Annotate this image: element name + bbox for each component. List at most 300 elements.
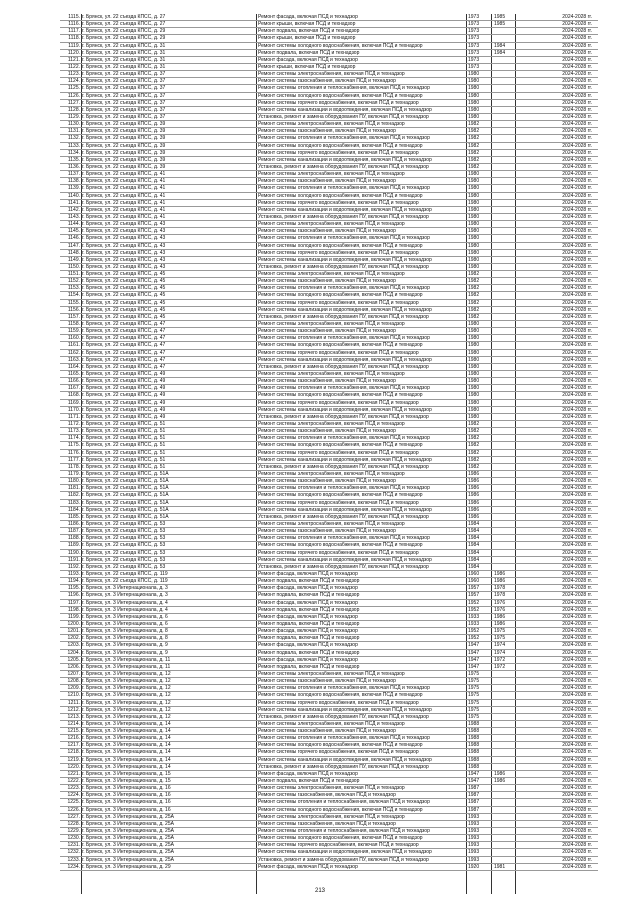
row-address: г. Брянск, ул. 3 Интернационала, д. 14 — [82, 735, 171, 742]
row-work-type: Ремонт системы канализации и водоотведения, включая ПСД и технадзор — [258, 849, 432, 856]
row-number: 1153. — [67, 285, 80, 292]
table-row — [60, 664, 598, 671]
row-number: 1150. — [67, 263, 80, 270]
row-number: 1234. — [67, 863, 80, 870]
table-row — [60, 271, 598, 278]
row-number: 1227. — [67, 813, 80, 820]
row-work-type: Ремонт подвала, включая ПСД и технадзор — [258, 606, 360, 613]
table-row — [60, 193, 598, 200]
row-work-type: Установка, ремонт и замена оборудования ПУ, включая ПСД и технадзор — [258, 463, 429, 470]
row-work-type: Ремонт фасада, включая ПСД и технадзор — [258, 585, 358, 592]
row-address: г. Брянск, ул. 3 Интернационала, д. 16 — [82, 785, 171, 792]
row-year-built: 1980 — [468, 178, 480, 185]
row-number: 1135. — [67, 156, 80, 163]
row-address: г. Брянск, ул. 22 съезда КПСС, д. 37 — [82, 92, 166, 99]
row-year-built: 1980 — [468, 78, 480, 85]
row-address: г. Брянск, ул. 3 Интернационала, д. 25А — [82, 835, 174, 842]
row-number: 1116. — [68, 21, 80, 28]
row-number: 1154. — [67, 292, 80, 299]
row-address: г. Брянск, ул. 3 Интернационала, д. 3 — [82, 585, 168, 592]
row-year-built: 1980 — [468, 171, 480, 178]
row-year-built: 1980 — [468, 406, 480, 413]
row-number: 1161. — [67, 342, 80, 349]
row-number: 1226. — [67, 806, 80, 813]
row-year-built: 1980 — [468, 328, 480, 335]
row-number: 1159. — [67, 328, 80, 335]
row-address: г. Брянск, ул. 3 Интернационала, д. 12 — [82, 678, 171, 685]
row-number: 1141. — [67, 199, 80, 206]
row-number: 1138. — [67, 178, 80, 185]
row-year-built: 1975 — [468, 713, 480, 720]
row-address: г. Брянск, ул. 22 съезда КПСС, д. 47 — [82, 335, 166, 342]
row-year-built: 1933 — [468, 613, 480, 620]
row-year-built: 1982 — [468, 313, 480, 320]
row-period: 2024-2028 гг. — [562, 28, 592, 35]
table-row — [60, 64, 598, 71]
row-work-type: Ремонт системы холодного водоснабжения, включая ПСД и технадзор — [258, 442, 423, 449]
row-period: 2024-2028 гг. — [562, 749, 592, 756]
row-number: 1215. — [67, 728, 80, 735]
row-number: 1211. — [67, 699, 80, 706]
row-period: 2024-2028 гг. — [562, 306, 592, 313]
row-year-repair: 1972 — [494, 656, 506, 663]
row-number: 1181. — [67, 485, 80, 492]
row-year-built: 1980 — [468, 356, 480, 363]
row-period: 2024-2028 гг. — [562, 835, 592, 842]
row-period: 2024-2028 гг. — [562, 149, 592, 156]
row-address: г. Брянск, ул. 3 Интернационала, д. 14 — [82, 728, 171, 735]
row-address: г. Брянск, ул. 3 Интернационала, д. 4 — [82, 606, 168, 613]
row-period: 2024-2028 гг. — [562, 592, 592, 599]
row-period: 2024-2028 гг. — [562, 371, 592, 378]
table-row — [60, 799, 598, 806]
row-year-repair: 1976 — [494, 599, 506, 606]
row-address: г. Брянск, ул. 22 съезда КПСС, д. 49 — [82, 413, 166, 420]
row-address: г. Брянск, ул. 22 съезда КПСС, д. 53 — [82, 542, 166, 549]
row-address: г. Брянск, ул. 22 съезда КПСС, д. 41 — [82, 185, 166, 192]
row-period: 2024-2028 гг. — [562, 449, 592, 456]
row-address: г. Брянск, ул. 22 съезда КПСС, д. 27 — [82, 21, 166, 28]
row-work-type: Ремонт системы канализации и водоотведения, включая ПСД и технадзор — [258, 356, 432, 363]
row-address: г. Брянск, ул. 22 съезда КПСС, д. 51А — [82, 478, 169, 485]
row-year-built: 1975 — [468, 699, 480, 706]
row-year-built: 1988 — [468, 763, 480, 770]
row-number: 1225. — [67, 799, 80, 806]
row-address: г. Брянск, ул. 22 съезда КПСС, д. 53 — [82, 528, 166, 535]
table-row — [60, 621, 598, 628]
row-work-type: Ремонт системы газоснабжения, включая ПСД и технадзор — [258, 328, 396, 335]
row-number: 1130. — [67, 121, 80, 128]
row-period: 2024-2028 гг. — [562, 421, 592, 428]
row-work-type: Ремонт фасада, включая ПСД и технадзор — [258, 613, 358, 620]
row-year-built: 1980 — [468, 335, 480, 342]
table-row — [60, 700, 598, 707]
row-address: г. Брянск, ул. 22 съезда КПСС, д. 45 — [82, 299, 166, 306]
row-work-type: Ремонт системы холодного водоснабжения, включая ПСД и технадзор — [258, 692, 423, 699]
row-year-built: 1984 — [468, 542, 480, 549]
table-row — [60, 407, 598, 414]
row-number: 1118. — [68, 35, 80, 42]
row-number: 1145. — [67, 228, 80, 235]
row-number: 1210. — [67, 692, 80, 699]
row-year-built: 1973 — [468, 56, 480, 63]
row-work-type: Ремонт системы отопления и теплоснабжения, включая ПСД и технадзор — [258, 685, 430, 692]
row-period: 2024-2028 гг. — [562, 663, 592, 670]
row-number: 1124. — [67, 78, 80, 85]
row-year-built: 1993 — [468, 828, 480, 835]
table-row — [60, 692, 598, 699]
row-address: г. Брянск, ул. 3 Интернационала, д. 14 — [82, 742, 171, 749]
row-address: г. Брянск, ул. 3 Интернационала, д. 16 — [82, 806, 171, 813]
row-period: 2024-2028 гг. — [562, 699, 592, 706]
table-row — [60, 321, 598, 328]
row-year-built: 1980 — [468, 392, 480, 399]
row-period: 2024-2028 гг. — [562, 85, 592, 92]
row-period: 2024-2028 гг. — [562, 263, 592, 270]
row-work-type: Ремонт фасада, включая ПСД и технадзор — [258, 770, 358, 777]
row-year-built: 1973 — [468, 14, 480, 20]
table-row — [60, 771, 598, 778]
row-number: 1188. — [67, 535, 80, 542]
row-number: 1197. — [67, 599, 80, 606]
row-year-built: 1952 — [468, 628, 480, 635]
row-work-type: Установка, ремонт и замена оборудования ПУ, включая ПСД и технадзор — [258, 856, 429, 863]
row-period: 2024-2028 гг. — [562, 513, 592, 520]
table-row — [60, 378, 598, 385]
table-row — [60, 471, 598, 478]
row-work-type: Ремонт фасада, включая ПСД и технадзор — [258, 628, 358, 635]
row-work-type: Ремонт подвала, включая ПСД и технадзор — [258, 49, 360, 56]
row-address: г. Брянск, ул. 22 съезда КПСС, д. 39 — [82, 149, 166, 156]
row-work-type: Ремонт системы отопления и теплоснабжения, включая ПСД и технадзор — [258, 185, 430, 192]
row-period: 2024-2028 гг. — [562, 192, 592, 199]
row-address: г. Брянск, ул. 3 Интернационала, д. 14 — [82, 749, 171, 756]
row-address: г. Брянск, ул. 22 съезда КПСС, д. 43 — [82, 228, 166, 235]
row-address: г. Брянск, ул. 22 съезда КПСС, д. 39 — [82, 121, 166, 128]
row-number: 1200. — [67, 620, 80, 627]
row-work-type: Ремонт системы электроснабжения, включая ПСД и технадзор — [258, 670, 405, 677]
row-number: 1162. — [67, 349, 80, 356]
table-row — [60, 114, 598, 121]
row-work-type: Ремонт системы газоснабжения, включая ПСД и технадзор — [258, 228, 396, 235]
row-number: 1222. — [67, 778, 80, 785]
table-row — [60, 207, 598, 214]
row-work-type: Ремонт фасада, включая ПСД и технадзор — [258, 14, 358, 20]
row-year-built: 1952 — [468, 606, 480, 613]
row-number: 1193. — [67, 570, 80, 577]
row-year-built: 1982 — [468, 121, 480, 128]
table-row — [60, 171, 598, 178]
table-row — [60, 243, 598, 250]
row-work-type: Ремонт системы электроснабжения, включая ПСД и технадзор — [258, 421, 405, 428]
row-year-built: 1973 — [468, 28, 480, 35]
row-period: 2024-2028 гг. — [562, 713, 592, 720]
row-work-type: Ремонт системы отопления и теплоснабжения, включая ПСД и технадзор — [258, 385, 430, 392]
row-period: 2024-2028 гг. — [562, 770, 592, 777]
table-row — [60, 535, 598, 542]
table-row — [60, 792, 598, 799]
row-number: 1220. — [67, 763, 80, 770]
table-row — [60, 785, 598, 792]
row-period: 2024-2028 гг. — [562, 863, 592, 870]
row-number: 1214. — [67, 720, 80, 727]
row-period: 2024-2028 гг. — [562, 392, 592, 399]
row-work-type: Ремонт системы холодного водоснабжения, включая ПСД и технадзор — [258, 342, 423, 349]
row-year-built: 1993 — [468, 813, 480, 820]
table-row — [60, 678, 598, 685]
row-year-built: 1957 — [468, 585, 480, 592]
row-year-built: 1947 — [468, 642, 480, 649]
row-year-built: 1982 — [468, 285, 480, 292]
row-year-built: 1986 — [468, 471, 480, 477]
row-period: 2024-2028 гг. — [562, 735, 592, 742]
table-row — [60, 135, 598, 142]
row-address: г. Брянск, ул. 22 съезда КПСС, д. 43 — [82, 256, 166, 263]
row-work-type: Ремонт системы электроснабжения, включая ПСД и технадзор — [258, 71, 405, 78]
table-row — [60, 28, 598, 35]
row-period: 2024-2028 гг. — [562, 456, 592, 463]
page-number: 213 — [314, 888, 325, 894]
row-address: г. Брянск, ул. 22 съезда КПСС, д. 39 — [82, 128, 166, 135]
row-period: 2024-2028 гг. — [562, 121, 592, 128]
row-year-repair: 1986 — [494, 778, 506, 785]
row-year-built: 1982 — [468, 442, 480, 449]
row-address: г. Брянск, ул. 3 Интернационала, д. 14 — [82, 763, 171, 770]
row-work-type: Ремонт системы электроснабжения, включая ПСД и технадзор — [258, 520, 405, 527]
row-period: 2024-2028 гг. — [562, 21, 592, 28]
row-year-built: 1993 — [468, 849, 480, 856]
row-year-built: 1960 — [468, 578, 480, 585]
row-number: 1167. — [67, 385, 80, 392]
row-work-type: Ремонт системы газоснабжения, включая ПСД и технадзор — [258, 678, 396, 685]
row-number: 1208. — [67, 678, 80, 685]
table-row — [60, 478, 598, 485]
table-row — [60, 614, 598, 621]
row-year-built: 1980 — [468, 99, 480, 106]
row-work-type: Ремонт системы горячего водоснабжения, включая ПСД и технадзор — [258, 299, 419, 306]
table-row — [60, 485, 598, 492]
row-number: 1219. — [67, 756, 80, 763]
row-address: г. Брянск, ул. 22 съезда КПСС, д. 47 — [82, 342, 166, 349]
row-number: 1221. — [67, 770, 80, 777]
row-work-type: Ремонт подвала, включая ПСД и технадзор — [258, 28, 360, 35]
row-number: 1180. — [67, 478, 80, 485]
row-year-built: 1993 — [468, 842, 480, 849]
row-year-built: 1933 — [468, 620, 480, 627]
table-row — [60, 657, 598, 664]
row-year-built: 1986 — [468, 499, 480, 506]
table-row — [60, 357, 598, 364]
row-year-built: 1987 — [468, 806, 480, 813]
row-address: г. Брянск, ул. 22 съезда КПСС, д. 37 — [82, 78, 166, 85]
row-address: г. Брянск, ул. 3 Интернационала, д. 15 — [82, 770, 171, 777]
row-address: г. Брянск, ул. 22 съезда КПСС, д. 51А — [82, 506, 169, 513]
row-number: 1206. — [67, 663, 80, 670]
row-work-type: Ремонт системы горячего водоснабжения, включая ПСД и технадзор — [258, 249, 419, 256]
row-address: г. Брянск, ул. 22 съезда КПСС, д. 49 — [82, 406, 166, 413]
row-address: г. Брянск, ул. 22 съезда КПСС, д. 31 — [82, 56, 166, 63]
table-row — [60, 128, 598, 135]
table-row — [60, 78, 598, 85]
table-row — [60, 214, 598, 221]
row-work-type: Ремонт системы газоснабжения, включая ПСД и технадзор — [258, 428, 396, 435]
row-work-type: Ремонт подвала, включая ПСД и технадзор — [258, 620, 360, 627]
row-year-built: 1988 — [468, 735, 480, 742]
row-work-type: Ремонт подвала, включая ПСД и технадзор — [258, 578, 360, 585]
row-year-built: 1980 — [468, 249, 480, 256]
row-number: 1156. — [67, 306, 80, 313]
table-row — [60, 350, 598, 357]
table-row — [60, 314, 598, 321]
row-address: г. Брянск, ул. 22 съезда КПСС, д. 29 — [82, 28, 166, 35]
row-period: 2024-2028 гг. — [562, 706, 592, 713]
row-year-built: 1986 — [468, 485, 480, 492]
row-work-type: Ремонт подвала, включая ПСД и технадзор — [258, 663, 360, 670]
register-table — [60, 14, 598, 871]
row-period: 2024-2028 гг. — [562, 385, 592, 392]
row-year-built: 1947 — [468, 656, 480, 663]
row-year-built: 1982 — [468, 271, 480, 278]
table-row — [60, 757, 598, 764]
row-period: 2024-2028 гг. — [562, 156, 592, 163]
row-year-built: 1980 — [468, 263, 480, 270]
row-address: г. Брянск, ул. 3 Интернационала, д. 4 — [82, 599, 168, 606]
row-year-built: 1947 — [468, 649, 480, 656]
row-address: г. Брянск, ул. 22 съезда КПСС, д. 51 — [82, 449, 166, 456]
row-period: 2024-2028 гг. — [562, 342, 592, 349]
row-address: г. Брянск, ул. 22 съезда КПСС, д. 51А — [82, 485, 169, 492]
row-year-repair: 1975 — [494, 628, 506, 635]
table-row — [60, 828, 598, 835]
row-address: г. Брянск, ул. 22 съезда КПСС, д. 51А — [82, 513, 169, 520]
row-number: 1173. — [67, 428, 80, 435]
row-year-built: 1982 — [468, 428, 480, 435]
table-row — [60, 107, 598, 114]
row-year-built: 1980 — [468, 321, 480, 328]
row-number: 1192. — [67, 563, 80, 570]
row-year-built: 1993 — [468, 856, 480, 863]
row-year-built: 1982 — [468, 128, 480, 135]
row-year-built: 1988 — [468, 720, 480, 727]
row-work-type: Ремонт системы холодного водоснабжения, включая ПСД и технадзор — [258, 835, 423, 842]
row-period: 2024-2028 гг. — [562, 528, 592, 535]
row-year-built: 1973 — [468, 49, 480, 56]
row-work-type: Ремонт системы отопления и теплоснабжения, включая ПСД и технадзор — [258, 85, 430, 92]
table-row — [60, 864, 598, 871]
row-period: 2024-2028 гг. — [562, 549, 592, 556]
row-address: г. Брянск, ул. 3 Интернационала, д. 6 — [82, 620, 168, 627]
row-work-type: Ремонт системы холодного водоснабжения, включая ПСД и технадзор — [258, 806, 423, 813]
row-number: 1166. — [67, 378, 80, 385]
row-period: 2024-2028 гг. — [562, 778, 592, 785]
row-year-built: 1982 — [468, 292, 480, 299]
row-period: 2024-2028 гг. — [562, 249, 592, 256]
row-year-built: 1947 — [468, 663, 480, 670]
row-work-type: Ремонт фасада, включая ПСД и технадзор — [258, 642, 358, 649]
row-number: 1223. — [67, 785, 80, 792]
row-address: г. Брянск, ул. 3 Интернационала, д. 8 — [82, 628, 168, 635]
row-address: г. Брянск, ул. 3 Интернационала, д. 25А — [82, 828, 174, 835]
row-address: г. Брянск, ул. 22 съезда КПСС, д. 45 — [82, 313, 166, 320]
row-address: г. Брянск, ул. 22 съезда КПСС, д. 51 — [82, 456, 166, 463]
row-year-built: 1960 — [468, 570, 480, 577]
row-work-type: Ремонт системы канализации и водоотведения, включая ПСД и технадзор — [258, 556, 432, 563]
row-address: г. Брянск, ул. 22 съезда КПСС, д. 37 — [82, 99, 166, 106]
row-number: 1121. — [67, 56, 80, 63]
row-address: г. Брянск, ул. 3 Интернационала, д. 14 — [82, 720, 171, 727]
row-work-type: Ремонт системы отопления и теплоснабжения, включая ПСД и технадзор — [258, 828, 430, 835]
row-number: 1170. — [67, 406, 80, 413]
row-work-type: Ремонт системы горячего водоснабжения, включая ПСД и технадзор — [258, 449, 419, 456]
table-row — [60, 492, 598, 499]
table-row — [60, 335, 598, 342]
row-year-built: 1988 — [468, 728, 480, 735]
row-work-type: Ремонт системы горячего водоснабжения, включая ПСД и технадзор — [258, 349, 419, 356]
row-address: г. Брянск, ул. 22 съезда КПСС, д. 49 — [82, 371, 166, 378]
row-address: г. Брянск, ул. 22 съезда КПСС, д. 31 — [82, 49, 166, 56]
row-work-type: Установка, ремонт и замена оборудования ПУ, включая ПСД и технадзор — [258, 363, 429, 370]
row-work-type: Ремонт системы электроснабжения, включая ПСД и технадзор — [258, 171, 405, 178]
row-work-type: Установка, ремонт и замена оборудования ПУ, включая ПСД и технадзор — [258, 763, 429, 770]
row-work-type: Ремонт системы холодного водоснабжения, включая ПСД и технадзор — [258, 42, 423, 49]
table-row — [60, 428, 598, 435]
row-number: 1157. — [67, 313, 80, 320]
row-work-type: Ремонт системы электроснабжения, включая ПСД и технадзор — [258, 321, 405, 328]
row-work-type: Установка, ремонт и замена оборудования ПУ, включая ПСД и технадзор — [258, 263, 429, 270]
row-address: г. Брянск, ул. 3 Интернационала, д. 11 — [82, 656, 171, 663]
row-address: г. Брянск, ул. 3 Интернационала, д. 12 — [82, 670, 171, 677]
table-row — [60, 650, 598, 657]
table-row — [60, 821, 598, 828]
row-year-built: 1982 — [468, 421, 480, 428]
table-row — [60, 93, 598, 100]
row-year-built: 1987 — [468, 792, 480, 799]
row-address: г. Брянск, ул. 22 съезда КПСС, д. 119 — [82, 570, 168, 577]
table-row — [60, 178, 598, 185]
row-period: 2024-2028 гг. — [562, 199, 592, 206]
row-address: г. Брянск, ул. 22 съезда КПСС, д. 43 — [82, 235, 166, 242]
row-address: г. Брянск, ул. 22 съезда КПСС, д. 41 — [82, 206, 166, 213]
table-row — [60, 71, 598, 78]
row-period: 2024-2028 гг. — [562, 635, 592, 642]
table-row — [60, 100, 598, 107]
row-year-built: 1980 — [468, 378, 480, 385]
row-period: 2024-2028 гг. — [562, 692, 592, 699]
row-year-built: 1980 — [468, 242, 480, 249]
row-period: 2024-2028 гг. — [562, 520, 592, 527]
row-period: 2024-2028 гг. — [562, 213, 592, 220]
table-row — [60, 371, 598, 378]
row-year-repair: 1972 — [494, 663, 506, 670]
row-address: г. Брянск, ул. 22 съезда КПСС, д. 51А — [82, 471, 169, 477]
row-work-type: Ремонт системы электроснабжения, включая ПСД и технадзор — [258, 471, 405, 477]
row-address: г. Брянск, ул. 22 съезда КПСС, д. 49 — [82, 399, 166, 406]
row-address: г. Брянск, ул. 22 съезда КПСС, д. 53 — [82, 535, 166, 542]
row-address: г. Брянск, ул. 22 съезда КПСС, д. 43 — [82, 242, 166, 249]
row-address: г. Брянск, ул. 22 съезда КПСС, д. 41 — [82, 192, 166, 199]
row-work-type: Ремонт крыши, включая ПСД и технадзор — [258, 21, 356, 28]
table-row — [60, 57, 598, 64]
row-period: 2024-2028 гг. — [562, 235, 592, 242]
row-number: 1217. — [67, 742, 80, 749]
row-period: 2024-2028 гг. — [562, 63, 592, 70]
row-number: 1139. — [67, 185, 80, 192]
row-period: 2024-2028 гг. — [562, 242, 592, 249]
table-row — [60, 400, 598, 407]
row-work-type: Ремонт системы канализации и водоотведения, включая ПСД и технадзор — [258, 756, 432, 763]
row-period: 2024-2028 гг. — [562, 363, 592, 370]
table-row — [60, 557, 598, 564]
